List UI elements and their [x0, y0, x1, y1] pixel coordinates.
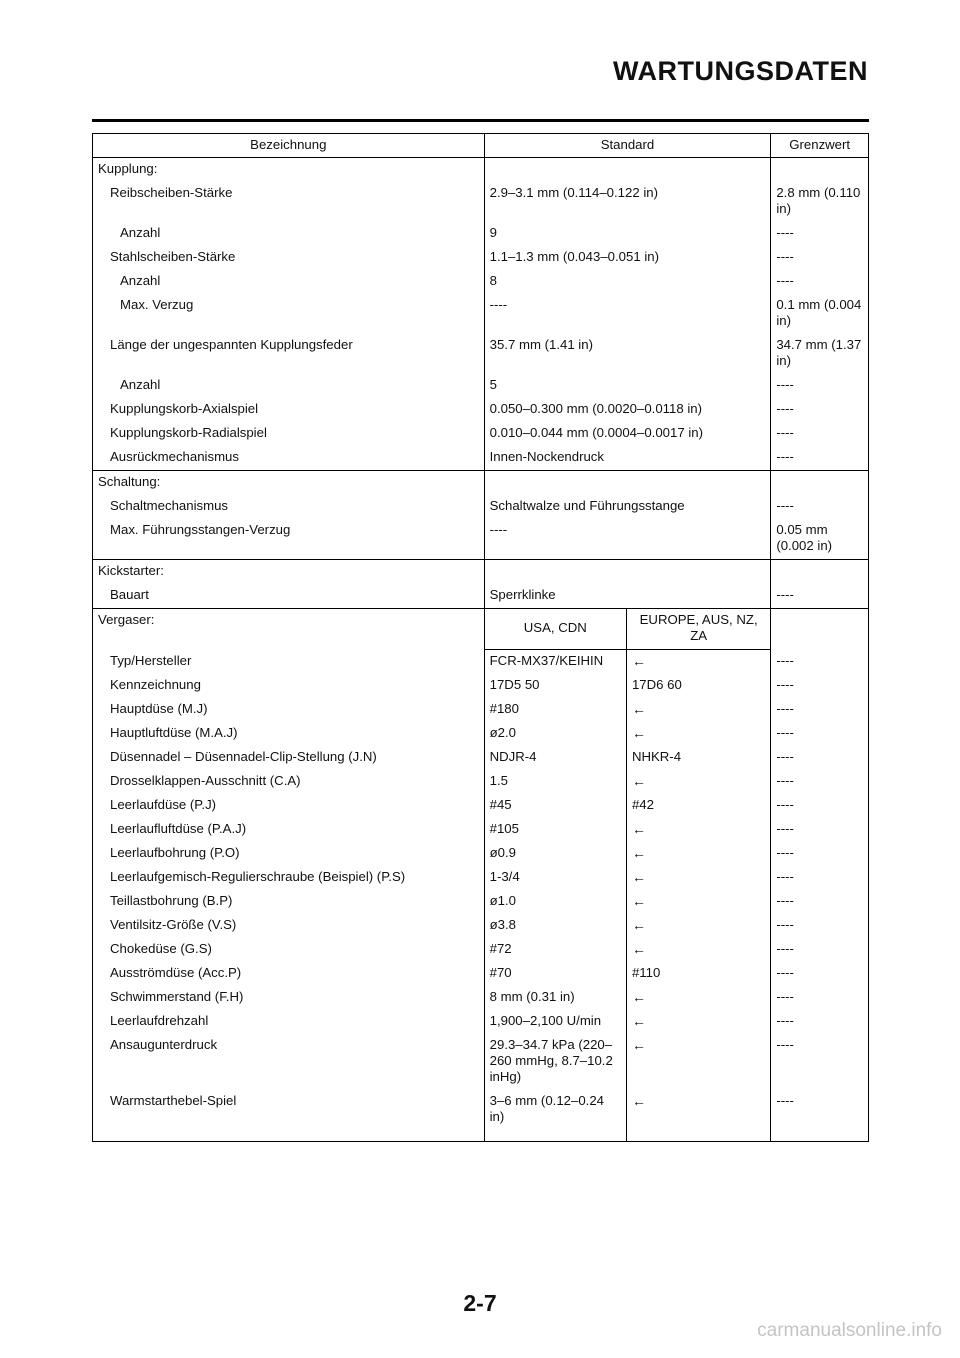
- section-heading-limit-empty: [771, 158, 869, 183]
- row-value-europe: #42: [626, 794, 770, 818]
- row-value-usa-cdn: ø2.0: [484, 722, 626, 746]
- table-row: [93, 222, 869, 246]
- row-limit: ----: [771, 818, 869, 842]
- row-label: Anzahl: [93, 222, 485, 246]
- row-limit: ----: [771, 722, 869, 746]
- table-row: [93, 938, 869, 962]
- table-row: [93, 495, 869, 519]
- table-row: [93, 374, 869, 398]
- row-value-usa-cdn: #45: [484, 794, 626, 818]
- row-limit: 0.05 mm (0.002 in): [771, 519, 869, 560]
- row-value-usa-cdn: NDJR-4: [484, 746, 626, 770]
- row-limit: ----: [771, 222, 869, 246]
- row-value-usa-cdn: 1-3/4: [484, 866, 626, 890]
- row-label: Hauptluftdüse (M.A.J): [93, 722, 485, 746]
- row-limit: ----: [771, 986, 869, 1010]
- row-value-usa-cdn: FCR-MX37/KEIHIN: [484, 650, 626, 675]
- row-value-europe: ←: [626, 866, 770, 890]
- row-label: Schaltmechanismus: [93, 495, 485, 519]
- table-row: [93, 866, 869, 890]
- row-limit: ----: [771, 866, 869, 890]
- table-row: [93, 246, 869, 270]
- row-label: Ansaugunterdruck: [93, 1034, 485, 1090]
- table-row: [93, 294, 869, 334]
- page-number: 2-7: [463, 1290, 497, 1316]
- row-value-europe: ←: [626, 650, 770, 675]
- subcolumn-header-europe: EUROPE, AUS, NZ, ZA: [626, 609, 770, 650]
- row-value-europe: ←: [626, 770, 770, 794]
- row-limit: ----: [771, 746, 869, 770]
- table-row: [93, 1010, 869, 1034]
- row-value-europe: ←: [626, 1010, 770, 1034]
- column-header-grenzwert: Grenzwert: [771, 134, 869, 158]
- section-kupplung: [93, 158, 869, 471]
- row-limit: ----: [771, 842, 869, 866]
- row-label: Leerlaufdrehzahl: [93, 1010, 485, 1034]
- row-label: Leerlaufgemisch-Regulierschraube (Beispiel) (P.S): [93, 866, 485, 890]
- row-limit: ----: [771, 914, 869, 938]
- section-heading-limit-empty: [771, 560, 869, 585]
- row-value-usa-cdn: #72: [484, 938, 626, 962]
- table-row: [93, 270, 869, 294]
- row-label: Ventilsitz-Größe (V.S): [93, 914, 485, 938]
- row-label: Max. Verzug: [93, 294, 485, 334]
- row-value-europe: ←: [626, 1034, 770, 1090]
- row-value-usa-cdn: 3–6 mm (0.12–0.24 in): [484, 1090, 626, 1142]
- maintenance-data-table: [92, 133, 869, 1142]
- row-value-usa-cdn: 8 mm (0.31 in): [484, 986, 626, 1010]
- page-title: WARTUNGSDATEN: [613, 56, 868, 86]
- table-row: [93, 674, 869, 698]
- table-row: [93, 398, 869, 422]
- table-row: [93, 519, 869, 560]
- row-standard: 9: [484, 222, 771, 246]
- row-label: Schwimmerstand (F.H): [93, 986, 485, 1010]
- row-limit: ----: [771, 270, 869, 294]
- row-standard: 2.9–3.1 mm (0.114–0.122 in): [484, 182, 771, 222]
- section-vergaser: [93, 609, 869, 1142]
- row-standard: 0.050–0.300 mm (0.0020–0.0118 in): [484, 398, 771, 422]
- row-limit: ----: [771, 584, 869, 609]
- section-schaltung: [93, 471, 869, 560]
- row-limit: ----: [771, 495, 869, 519]
- row-limit: ----: [771, 1034, 869, 1090]
- table-row: [93, 650, 869, 675]
- row-limit: ----: [771, 938, 869, 962]
- table-header-row: [93, 134, 869, 158]
- watermark: carmanualsonline.info: [757, 1320, 942, 1341]
- section-heading-limit-empty: [771, 609, 869, 650]
- table-row: [93, 818, 869, 842]
- section-heading-row: [93, 158, 869, 183]
- table-row: [93, 722, 869, 746]
- column-header-bezeichnung: Bezeichnung: [93, 134, 485, 158]
- row-value-europe: 17D6 60: [626, 674, 770, 698]
- row-label: Länge der ungespannten Kupplungsfeder: [93, 334, 485, 374]
- row-limit: ----: [771, 446, 869, 471]
- table-row: [93, 422, 869, 446]
- section-kickstarter: [93, 560, 869, 609]
- row-label: Leerlaufluftdüse (P.A.J): [93, 818, 485, 842]
- row-label: Chokedüse (G.S): [93, 938, 485, 962]
- title-rule: [92, 119, 869, 122]
- row-value-europe: ←: [626, 698, 770, 722]
- table-row: [93, 962, 869, 986]
- row-value-usa-cdn: 1,900–2,100 U/min: [484, 1010, 626, 1034]
- section-heading-standard-empty: [484, 560, 771, 585]
- table-row: [93, 890, 869, 914]
- row-value-usa-cdn: #105: [484, 818, 626, 842]
- row-limit: ----: [771, 794, 869, 818]
- section-heading-limit-empty: [771, 471, 869, 496]
- row-label: Hauptdüse (M.J): [93, 698, 485, 722]
- row-limit: ----: [771, 650, 869, 675]
- row-limit: 2.8 mm (0.110 in): [771, 182, 869, 222]
- row-standard: 0.010–0.044 mm (0.0004–0.0017 in): [484, 422, 771, 446]
- section-heading-standard-empty: [484, 158, 771, 183]
- row-value-usa-cdn: #70: [484, 962, 626, 986]
- table-row: [93, 842, 869, 866]
- row-value-europe: NHKR-4: [626, 746, 770, 770]
- row-limit: ----: [771, 422, 869, 446]
- row-label: Typ/Hersteller: [93, 650, 485, 675]
- row-label: Reibscheiben-Stärke: [93, 182, 485, 222]
- row-label: Anzahl: [93, 270, 485, 294]
- row-label: Leerlaufdüse (P.J): [93, 794, 485, 818]
- row-label: Bauart: [93, 584, 485, 609]
- row-standard: 8: [484, 270, 771, 294]
- section-heading: Vergaser:: [93, 609, 485, 650]
- section-heading-row: [93, 471, 869, 496]
- row-label: Teillastbohrung (B.P): [93, 890, 485, 914]
- row-value-usa-cdn: #180: [484, 698, 626, 722]
- row-limit: ----: [771, 890, 869, 914]
- row-limit: ----: [771, 398, 869, 422]
- section-heading-row: [93, 609, 869, 650]
- row-label: Anzahl: [93, 374, 485, 398]
- row-value-europe: ←: [626, 818, 770, 842]
- table-row: [93, 446, 869, 471]
- subcolumn-header-usa-cdn: USA, CDN: [484, 609, 626, 650]
- row-limit: ----: [771, 374, 869, 398]
- row-standard: Innen-Nockendruck: [484, 446, 771, 471]
- row-value-usa-cdn: 29.3–34.7 kPa (220–260 mmHg, 8.7–10.2 inHg): [484, 1034, 626, 1090]
- row-standard: Sperrklinke: [484, 584, 771, 609]
- section-heading-standard-empty: [484, 471, 771, 496]
- row-value-usa-cdn: 1.5: [484, 770, 626, 794]
- row-limit: ----: [771, 962, 869, 986]
- row-label: Kennzeichnung: [93, 674, 485, 698]
- section-heading: Kickstarter:: [93, 560, 485, 585]
- row-label: Ausrückmechanismus: [93, 446, 485, 471]
- row-limit: 0.1 mm (0.004 in): [771, 294, 869, 334]
- column-header-standard: Standard: [484, 134, 771, 158]
- table-row: [93, 1090, 869, 1142]
- row-standard: 5: [484, 374, 771, 398]
- row-standard: Schaltwalze und Führungsstange: [484, 495, 771, 519]
- table-row: [93, 698, 869, 722]
- row-label: Düsennadel – Düsennadel-Clip-Stellung (J.N): [93, 746, 485, 770]
- row-standard: ----: [484, 519, 771, 560]
- row-standard: 35.7 mm (1.41 in): [484, 334, 771, 374]
- row-value-usa-cdn: 17D5 50: [484, 674, 626, 698]
- row-value-europe: ←: [626, 938, 770, 962]
- section-heading: Schaltung:: [93, 471, 485, 496]
- table-row: [93, 1034, 869, 1090]
- row-label: Leerlaufbohrung (P.O): [93, 842, 485, 866]
- row-value-usa-cdn: ø3.8: [484, 914, 626, 938]
- row-limit: ----: [771, 770, 869, 794]
- table-row: [93, 914, 869, 938]
- row-limit: 34.7 mm (1.37 in): [771, 334, 869, 374]
- row-label: Kupplungskorb-Axialspiel: [93, 398, 485, 422]
- row-label: Warmstarthebel-Spiel: [93, 1090, 485, 1142]
- row-limit: ----: [771, 698, 869, 722]
- row-value-usa-cdn: ø1.0: [484, 890, 626, 914]
- row-standard: 1.1–1.3 mm (0.043–0.051 in): [484, 246, 771, 270]
- row-value-usa-cdn: ø0.9: [484, 842, 626, 866]
- section-heading: Kupplung:: [93, 158, 485, 183]
- row-standard: ----: [484, 294, 771, 334]
- table-row: [93, 584, 869, 609]
- section-heading-row: [93, 560, 869, 585]
- row-label: Kupplungskorb-Radialspiel: [93, 422, 485, 446]
- row-label: Ausströmdüse (Acc.P): [93, 962, 485, 986]
- row-value-europe: ←: [626, 842, 770, 866]
- row-value-europe: ←: [626, 722, 770, 746]
- table-row: [93, 746, 869, 770]
- table-row: [93, 182, 869, 222]
- row-label: Stahlscheiben-Stärke: [93, 246, 485, 270]
- row-value-europe: ←: [626, 986, 770, 1010]
- row-limit: ----: [771, 246, 869, 270]
- row-value-europe: ←: [626, 1090, 770, 1142]
- row-limit: ----: [771, 1090, 869, 1142]
- row-label: Max. Führungsstangen-Verzug: [93, 519, 485, 560]
- row-label: Drosselklappen-Ausschnitt (C.A): [93, 770, 485, 794]
- row-value-europe: ←: [626, 890, 770, 914]
- row-limit: ----: [771, 674, 869, 698]
- row-value-europe: #110: [626, 962, 770, 986]
- row-limit: ----: [771, 1010, 869, 1034]
- row-value-europe: ←: [626, 914, 770, 938]
- table-row: [93, 334, 869, 374]
- table-row: [93, 794, 869, 818]
- table-row: [93, 986, 869, 1010]
- table-row: [93, 770, 869, 794]
